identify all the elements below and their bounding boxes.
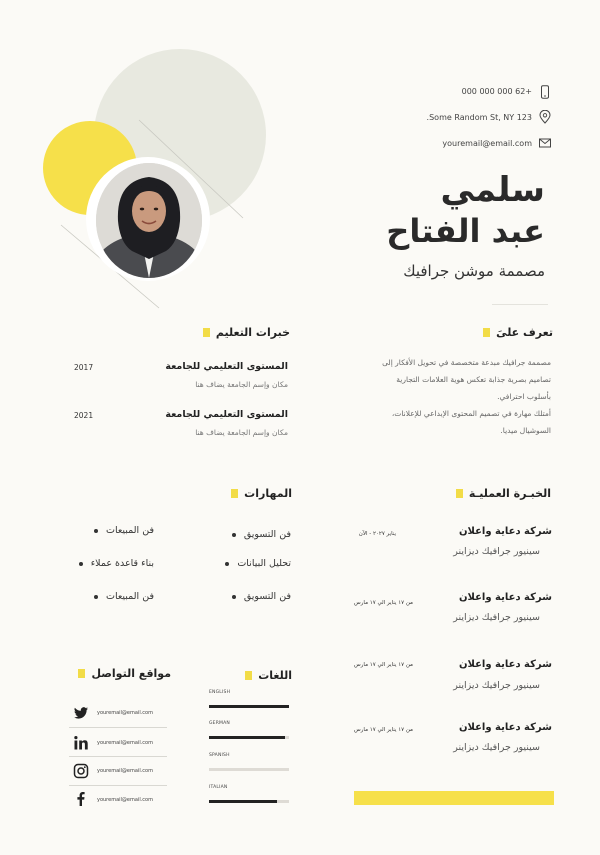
education-subtitle: مكان وإسم الجامعة يضاف هنا — [195, 380, 288, 389]
job-company: شركة دعاية واعلان — [458, 592, 552, 603]
language-track — [209, 736, 289, 739]
skill-label: بناء قاعدة عملاء — [90, 558, 154, 569]
social-divider — [69, 785, 167, 786]
skill-item — [232, 529, 291, 540]
language-level-bar — [209, 705, 289, 708]
bullet-icon — [94, 595, 98, 599]
skill-item — [232, 591, 291, 602]
bullet-icon — [79, 562, 83, 566]
education-heading — [203, 326, 290, 339]
job-date: من ١٧ يناير الي ١٧ مارس — [354, 600, 413, 606]
job-company: شركة دعاية واعلان — [458, 526, 552, 537]
section-marker — [203, 328, 210, 337]
social-divider — [69, 727, 167, 728]
job-date: من ١٧ يناير الي ١٧ مارس — [354, 727, 413, 733]
social-heading — [78, 667, 171, 680]
contact-email[interactable]: youremail@email.com — [442, 139, 532, 148]
contact-phone[interactable]: +62 000 000 000 — [461, 87, 532, 96]
about-line: بأسلوب احترافي. — [497, 392, 551, 401]
social-heading-text: مواقع التواصل — [91, 667, 171, 680]
name-last: عبد الفتاح — [386, 212, 545, 250]
experience-heading-text: الخبـرة العمليـة — [468, 487, 551, 500]
skill-label: فن المبيعات — [106, 525, 154, 536]
languages-heading-text: اللغات — [258, 669, 292, 682]
about-line: أمتلك مهارة في تصميم المحتوى الإبداعي للإعلانات، — [391, 409, 551, 418]
about-line: مصممة جرافيك مبدعة متخصصة في تحويل الأفكار إلى — [382, 358, 551, 367]
job-role: سينيور جرافيك ديزاينر — [453, 742, 540, 753]
instagram-icon[interactable] — [73, 763, 89, 779]
skill-item — [94, 525, 154, 536]
job-title: مصممة موشن جرافيك — [403, 262, 545, 280]
section-marker — [483, 328, 490, 337]
language-item — [209, 721, 289, 739]
about-heading — [483, 326, 553, 339]
mail-icon — [538, 136, 552, 150]
education-year: 2017 — [74, 363, 94, 372]
skill-label: فن التسويق — [243, 529, 291, 540]
facebook-icon[interactable] — [73, 791, 89, 807]
bullet-icon — [232, 595, 236, 599]
language-track — [209, 705, 289, 708]
social-link-text[interactable]: youremail@email.com — [97, 797, 153, 803]
language-item — [209, 753, 289, 771]
name-first: سلمي — [440, 170, 545, 210]
job-date: من ١٧ يناير الي ١٧ مارس — [354, 662, 413, 668]
bullet-icon — [94, 529, 98, 533]
education-year: 2021 — [74, 411, 94, 420]
twitter-icon[interactable] — [73, 705, 89, 721]
contact-address: 123 Some Random St, NY. — [426, 113, 532, 122]
skill-item — [94, 591, 154, 602]
about-line: تصاميم بصرية جذابة تعكس هوية العلامات التجارية — [396, 375, 551, 384]
profile-photo — [96, 163, 202, 278]
education-title: المستوى التعليمي للجامعة — [165, 409, 288, 420]
language-level-bar — [209, 800, 277, 803]
section-marker — [456, 489, 463, 498]
social-link-text[interactable]: youremail@email.com — [97, 768, 153, 774]
job-role: سينيور جرافيك ديزاينر — [453, 680, 540, 691]
job-date: يناير ٢٠٢٧ - الآن — [358, 531, 396, 537]
language-name: ITALIAN — [209, 785, 228, 790]
skill-label: فن التسويق — [243, 591, 291, 602]
section-marker — [245, 671, 252, 680]
social-link-text[interactable]: youremail@email.com — [97, 710, 153, 716]
accent-bar — [354, 791, 554, 805]
social-divider — [69, 756, 167, 757]
language-level-bar — [209, 736, 285, 739]
about-line: السوشيال ميديا. — [500, 426, 551, 435]
skills-heading-text: المهارات — [244, 487, 292, 500]
divider — [492, 304, 548, 305]
language-track — [209, 768, 289, 771]
language-track — [209, 800, 289, 803]
experience-heading — [456, 487, 551, 500]
education-subtitle: مكان وإسم الجامعة يضاف هنا — [195, 428, 288, 437]
skill-item — [79, 558, 154, 569]
bullet-icon — [232, 533, 236, 537]
job-company: شركة دعاية واعلان — [458, 659, 552, 670]
skill-label: فن المبيعات — [106, 591, 154, 602]
job-role: سينيور جرافيك ديزاينر — [453, 612, 540, 623]
job-role: سينيور جرافيك ديزاينر — [453, 546, 540, 557]
language-name: SPANISH — [209, 753, 230, 758]
skills-heading — [231, 487, 292, 500]
about-paragraph — [356, 354, 551, 439]
location-pin-icon — [538, 110, 552, 124]
education-heading-text: خبرات التعليم — [215, 326, 290, 339]
section-marker — [78, 669, 85, 678]
bullet-icon — [225, 562, 229, 566]
phone-icon — [538, 85, 552, 99]
languages-heading — [245, 669, 292, 682]
job-company: شركة دعاية واعلان — [458, 722, 552, 733]
linkedin-icon[interactable] — [73, 735, 89, 751]
language-item — [209, 690, 289, 708]
language-item — [209, 785, 289, 803]
skill-item — [225, 558, 291, 569]
section-marker — [231, 489, 238, 498]
language-name: GERMAN — [209, 721, 230, 726]
education-title: المستوى التعليمي للجامعة — [165, 361, 288, 372]
language-name: ENGLISH — [209, 690, 231, 695]
about-heading-text: تعرف علىَ — [496, 326, 553, 339]
social-link-text[interactable]: youremail@email.com — [97, 740, 153, 746]
skill-label: تحليل البيانات — [237, 558, 291, 569]
